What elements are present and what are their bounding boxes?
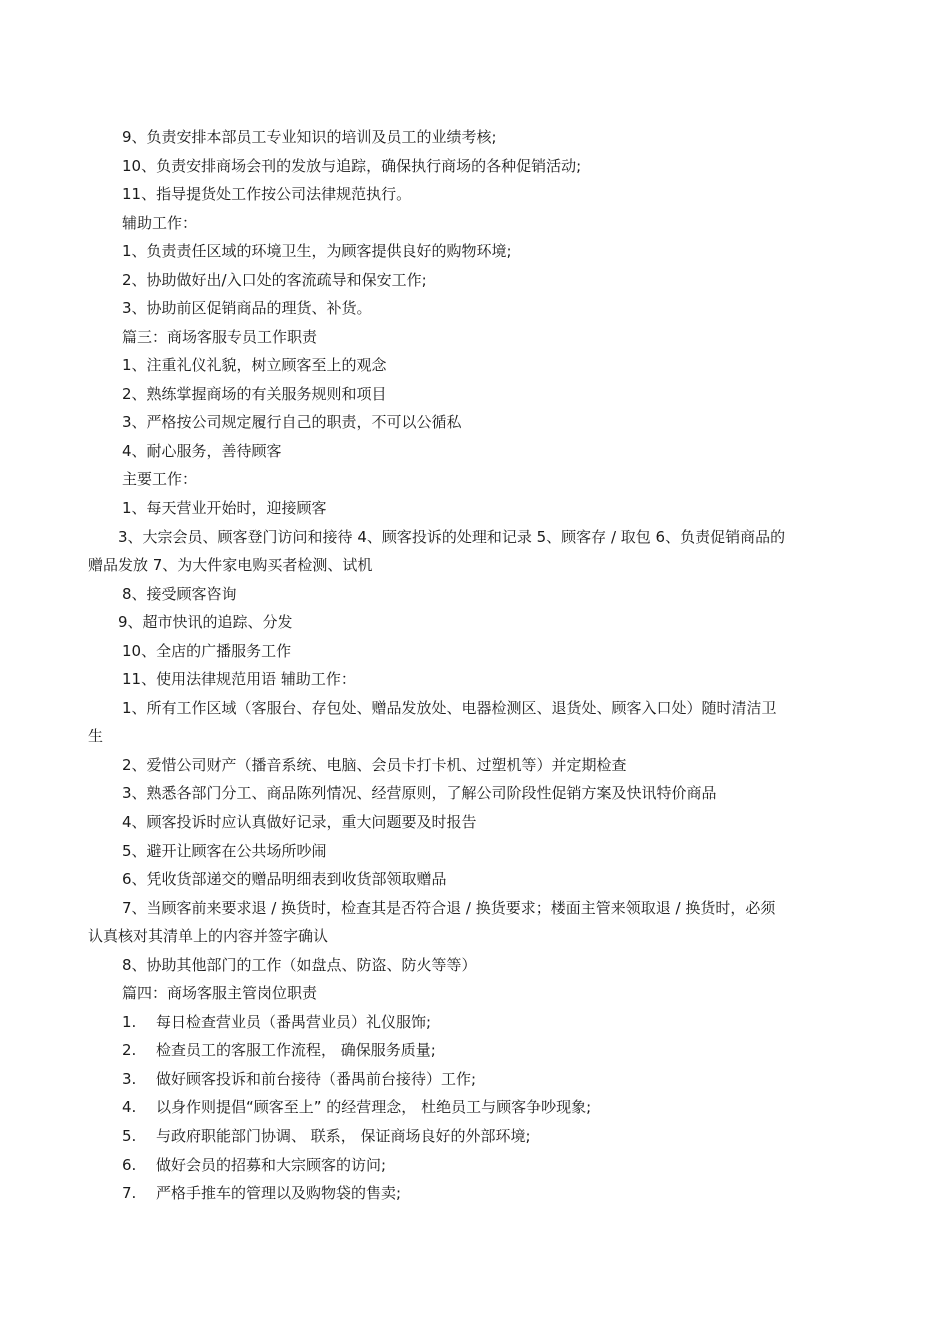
text-line: 10、负责安排商场会刊的发放与追踪，确保执行商场的各种促销活动; <box>122 157 582 175</box>
text-line: 3、严格按公司规定履行自己的职责，不可以公循私 <box>122 413 462 431</box>
item-number: 1. <box>122 1013 137 1031</box>
section-heading: 主要工作： <box>122 470 198 488</box>
item-text: 严格手推车的管理以及购物袋的售卖; <box>156 1184 402 1202</box>
text-line: 3、熟悉各部门分工、商品陈列情况、经营原则，了解公司阶段性促销方案及快讯特价商品 <box>122 784 717 802</box>
section-heading: 篇三：商场客服专员工作职责 <box>122 328 318 346</box>
text-line: 8、接受顾客咨询 <box>122 585 237 603</box>
numbered-item <box>122 1183 401 1203</box>
item-text: 与政府职能部门协调、 联系， 保证商场良好的外部环境; <box>156 1127 531 1145</box>
text-line: 11、指导提货处工作按公司法律规范执行。 <box>122 185 412 203</box>
text-line: 4、顾客投诉时应认真做好记录，重大问题要及时报告 <box>122 813 477 831</box>
item-text: 做好会员的招募和大宗顾客的访问; <box>156 1156 387 1174</box>
text-line: 11、使用法律规范用语 辅助工作： <box>122 670 356 688</box>
text-line: 1、每天营业开始时，迎接顾客 <box>122 499 327 517</box>
numbered-item <box>122 1040 436 1060</box>
text-line: 1、所有工作区域（客服台、存包处、赠品发放处、电器检测区、退货处、顾客入口处）随时清洁卫 <box>122 699 777 717</box>
item-number: 5. <box>122 1127 137 1145</box>
text-line: 2、协助做好出/入口处的客流疏导和保安工作; <box>122 271 427 289</box>
item-text: 每日检查营业员（番禺营业员）礼仪服饰; <box>156 1013 432 1031</box>
section-heading: 篇四：商场客服主管岗位职责 <box>122 984 318 1002</box>
text-line: 9、负责安排本部员工专业知识的培训及员工的业绩考核; <box>122 128 497 146</box>
text-line: 赠品发放 7、为大件家电购买者检测、试机 <box>88 556 373 574</box>
section-heading: 辅助工作： <box>122 214 198 232</box>
numbered-item <box>122 1126 531 1146</box>
text-line: 1、负责责任区域的环境卫生，为顾客提供良好的购物环境; <box>122 242 512 260</box>
numbered-item <box>122 1069 476 1089</box>
text-line: 9、超市快讯的追踪、分发 <box>118 613 293 631</box>
numbered-item <box>122 1155 386 1175</box>
text-line: 7、当顾客前来要求退 / 换货时，检查其是否符合退 / 换货要求；楼面主管来领取退 / 换货时，必须 <box>122 899 776 917</box>
item-number: 3. <box>122 1070 137 1088</box>
item-number: 4. <box>122 1098 137 1116</box>
numbered-item <box>122 1012 431 1032</box>
text-line: 2、熟练掌握商场的有关服务规则和项目 <box>122 385 387 403</box>
item-text: 做好顾客投诉和前台接待（番禺前台接待）工作; <box>156 1070 477 1088</box>
item-text: 检查员工的客服工作流程， 确保服务质量; <box>156 1041 436 1059</box>
item-text: 以身作则提倡“顾客至上” 的经营理念， 杜绝员工与顾客争吵现象; <box>156 1098 592 1116</box>
text-line: 2、爱惜公司财产（播音系统、电脑、会员卡打卡机、过塑机等）并定期检查 <box>122 756 627 774</box>
text-line: 3、协助前区促销商品的理货、补货。 <box>122 299 372 317</box>
text-line: 生 <box>88 727 104 745</box>
text-line: 认真核对其清单上的内容并签字确认 <box>88 927 329 945</box>
text-line: 6、凭收货部递交的赠品明细表到收货部领取赠品 <box>122 870 447 888</box>
text-line: 5、避开让顾客在公共场所吵闹 <box>122 842 327 860</box>
text-line: 4、耐心服务，善待顾客 <box>122 442 282 460</box>
item-number: 7. <box>122 1184 137 1202</box>
text-line: 8、协助其他部门的工作（如盘点、防盗、防火等等） <box>122 956 477 974</box>
item-number: 6. <box>122 1156 137 1174</box>
item-number: 2. <box>122 1041 137 1059</box>
text-line: 3、大宗会员、顾客登门访问和接待 4、顾客投诉的处理和记录 5、顾客存 / 取包 6、负责促销商品的 <box>118 528 786 546</box>
numbered-item <box>122 1097 591 1117</box>
text-line: 1、注重礼仪礼貌，树立顾客至上的观念 <box>122 356 387 374</box>
text-line: 10、全店的广播服务工作 <box>122 642 292 660</box>
